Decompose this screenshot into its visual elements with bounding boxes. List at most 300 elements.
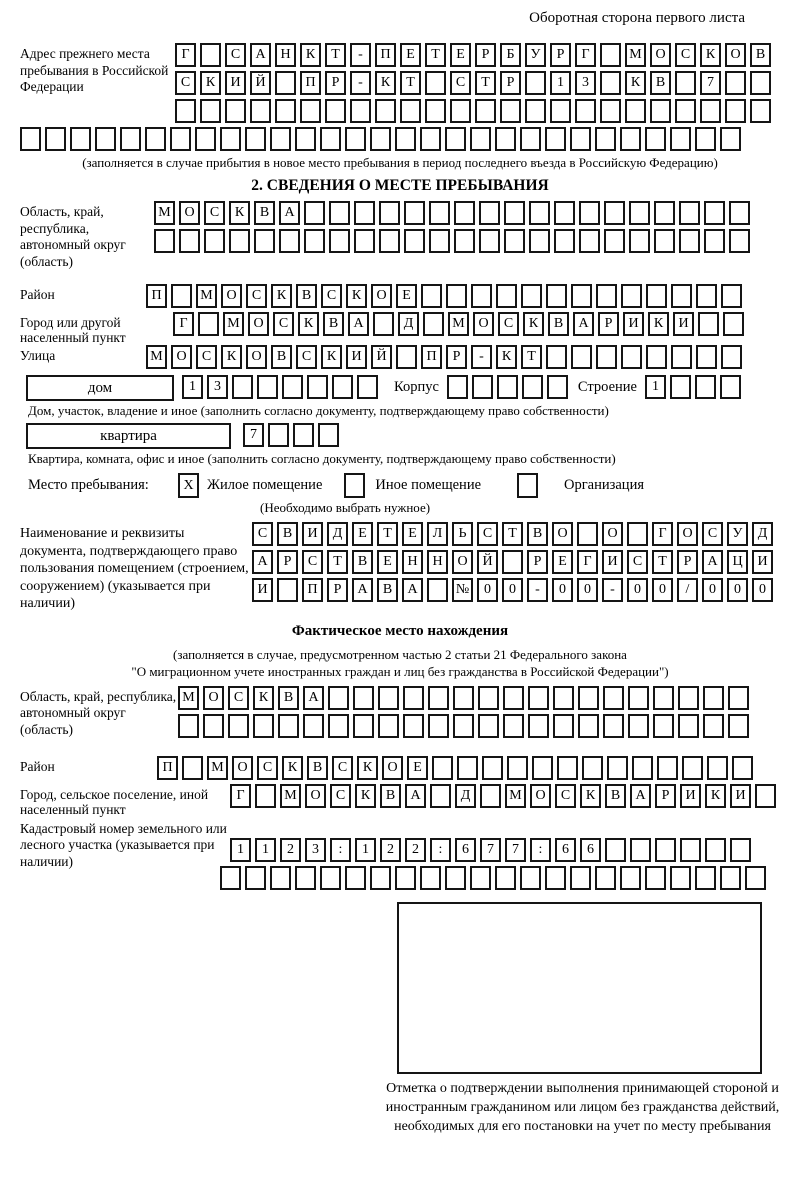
char-cell — [225, 99, 246, 123]
char-cell: А — [252, 550, 273, 574]
char-cell: Д — [455, 784, 476, 808]
char-cell: Г — [230, 784, 251, 808]
char-cell — [428, 686, 449, 710]
char-cell — [154, 229, 175, 253]
char-cell: О — [246, 345, 267, 369]
korpus-label: Корпус — [394, 379, 439, 395]
char-cell: 6 — [555, 838, 576, 862]
char-cell — [20, 127, 41, 151]
fact-raion-block — [20, 756, 780, 784]
char-cell — [254, 229, 275, 253]
char-cell — [470, 127, 491, 151]
char-cell: С — [555, 784, 576, 808]
char-cell: 7 — [480, 838, 501, 862]
char-cell: К — [346, 284, 367, 308]
char-cell: Н — [427, 550, 448, 574]
char-cell: 7 — [505, 838, 526, 862]
kvartira-cells — [243, 423, 339, 447]
char-cell: 1 — [645, 375, 666, 399]
cadastre-label: Кадастровый номер земельного или лесного участка (указывается при наличии) — [20, 820, 227, 869]
char-cell — [345, 866, 366, 890]
char-cell: В — [352, 550, 373, 574]
char-cell: П — [300, 71, 321, 95]
char-cell: Т — [652, 550, 673, 574]
char-cell: К — [271, 284, 292, 308]
char-cell — [579, 229, 600, 253]
char-cell — [220, 127, 241, 151]
char-cell — [429, 229, 450, 253]
char-cell — [628, 686, 649, 710]
char-cell — [228, 714, 249, 738]
char-cell: И — [302, 522, 323, 546]
char-cell: - — [350, 43, 371, 67]
char-cell — [404, 229, 425, 253]
char-cell: Д — [752, 522, 773, 546]
char-cell: Р — [475, 43, 496, 67]
char-cell — [318, 423, 339, 447]
char-cell: М — [223, 312, 244, 336]
char-cell: И — [346, 345, 367, 369]
oblast-label: Область, край, республика, автономный округ (область) — [20, 204, 126, 269]
char-cell: 0 — [552, 578, 573, 602]
char-cell — [357, 375, 378, 399]
char-cell — [375, 99, 396, 123]
char-cell — [495, 127, 516, 151]
char-cell: 0 — [502, 578, 523, 602]
char-cell — [604, 229, 625, 253]
cadastre-row-1 — [230, 838, 766, 862]
char-cell — [268, 423, 289, 447]
char-cell: В — [277, 522, 298, 546]
char-cell: : — [530, 838, 551, 862]
char-cell: 0 — [577, 578, 598, 602]
char-cell: Г — [173, 312, 194, 336]
char-cell: А — [348, 312, 369, 336]
char-cell — [350, 99, 371, 123]
char-cell — [678, 714, 699, 738]
option-inoe-label: Иное помещение — [375, 477, 482, 493]
prev-address-rows — [175, 43, 771, 127]
char-cell — [579, 201, 600, 225]
char-cell: А — [630, 784, 651, 808]
char-cell: О — [382, 756, 403, 780]
char-cell: Е — [400, 43, 421, 67]
char-cell: О — [530, 784, 551, 808]
stamp-box — [397, 902, 762, 1074]
char-cell — [725, 99, 746, 123]
prev-address-label: Адрес прежнего места пребывания в Российской Федерации — [20, 46, 169, 94]
char-cell — [182, 756, 203, 780]
char-cell — [653, 686, 674, 710]
char-cell: С — [498, 312, 519, 336]
page-side-note: Оборотная сторона первого листа — [529, 10, 745, 26]
char-cell — [471, 284, 492, 308]
char-cell — [695, 866, 716, 890]
char-cell — [603, 714, 624, 738]
char-cell: Е — [377, 550, 398, 574]
char-cell: В — [605, 784, 626, 808]
char-cell — [729, 201, 750, 225]
char-cell: В — [377, 578, 398, 602]
char-cell: К — [580, 784, 601, 808]
char-cell — [732, 756, 753, 780]
char-cell — [675, 71, 696, 95]
kvartira-box: квартира — [26, 423, 231, 449]
char-cell: И — [225, 71, 246, 95]
char-cell — [621, 345, 642, 369]
char-cell — [553, 714, 574, 738]
char-cell — [420, 127, 441, 151]
char-cell — [220, 866, 241, 890]
char-cell — [198, 312, 219, 336]
doc-block — [20, 522, 780, 613]
char-cell — [504, 201, 525, 225]
char-cell — [475, 99, 496, 123]
char-cell — [596, 284, 617, 308]
mesto-block — [20, 473, 780, 498]
char-cell — [282, 375, 303, 399]
char-cell — [275, 71, 296, 95]
char-cell — [728, 686, 749, 710]
char-cell: 0 — [652, 578, 673, 602]
char-cell: С — [332, 756, 353, 780]
char-cell: С — [477, 522, 498, 546]
doc-row-1 — [252, 522, 773, 546]
char-cell: 0 — [727, 578, 748, 602]
char-cell — [204, 229, 225, 253]
char-cell: 1 — [550, 71, 571, 95]
char-cell: С — [225, 43, 246, 67]
char-cell: Г — [575, 43, 596, 67]
char-cell: К — [200, 71, 221, 95]
stroenie-cells — [645, 375, 741, 399]
char-cell: Ь — [452, 522, 473, 546]
char-cell: И — [673, 312, 694, 336]
char-cell: 7 — [243, 423, 264, 447]
char-cell — [600, 43, 621, 67]
section2-title: 2. СВЕДЕНИЯ О МЕСТЕ ПРЕБЫВАНИЯ — [251, 177, 549, 194]
char-cell: С — [296, 345, 317, 369]
char-cell — [654, 201, 675, 225]
char-cell: 1 — [182, 375, 203, 399]
char-cell: О — [232, 756, 253, 780]
char-cell: О — [650, 43, 671, 67]
char-cell — [378, 686, 399, 710]
char-cell — [170, 127, 191, 151]
char-cell — [328, 714, 349, 738]
char-cell: И — [623, 312, 644, 336]
char-cell — [277, 578, 298, 602]
char-cell — [728, 714, 749, 738]
char-cell: 3 — [207, 375, 228, 399]
char-cell: И — [602, 550, 623, 574]
char-cell: О — [552, 522, 573, 546]
char-cell — [445, 127, 466, 151]
char-cell — [250, 99, 271, 123]
char-cell — [232, 375, 253, 399]
char-cell: № — [452, 578, 473, 602]
char-cell — [480, 784, 501, 808]
char-cell: Т — [325, 43, 346, 67]
char-cell: О — [725, 43, 746, 67]
char-cell — [604, 201, 625, 225]
char-cell — [570, 866, 591, 890]
char-cell: Н — [275, 43, 296, 67]
char-cell — [500, 99, 521, 123]
gorod-block — [20, 312, 780, 345]
char-cell — [600, 71, 621, 95]
char-cell — [630, 838, 651, 862]
char-cell — [721, 284, 742, 308]
char-cell: У — [727, 522, 748, 546]
char-cell — [470, 866, 491, 890]
char-cell: - — [471, 345, 492, 369]
char-cell: О — [248, 312, 269, 336]
fact-raion-label: Район — [20, 758, 55, 774]
char-cell — [679, 201, 700, 225]
char-cell — [698, 312, 719, 336]
char-cell — [670, 127, 691, 151]
char-cell: В — [271, 345, 292, 369]
fact-gorod-label: Город, сельское поселение, иной населенный пункт — [20, 786, 209, 817]
char-cell — [430, 784, 451, 808]
char-cell: О — [305, 784, 326, 808]
char-cell — [654, 229, 675, 253]
char-cell — [503, 686, 524, 710]
char-cell — [704, 229, 725, 253]
char-cell — [454, 229, 475, 253]
char-cell — [354, 201, 375, 225]
char-cell — [403, 714, 424, 738]
char-cell — [257, 375, 278, 399]
char-cell — [200, 99, 221, 123]
option-zhiloe-label: Жилое помещение — [207, 477, 323, 493]
char-cell: В — [527, 522, 548, 546]
char-cell — [675, 99, 696, 123]
char-cell — [370, 866, 391, 890]
char-cell — [496, 284, 517, 308]
char-cell — [479, 229, 500, 253]
char-cell — [300, 99, 321, 123]
char-cell — [245, 127, 266, 151]
char-cell — [378, 714, 399, 738]
char-cell — [671, 345, 692, 369]
char-cell: К — [523, 312, 544, 336]
char-cell — [557, 756, 578, 780]
mesto-note: (Необходимо выбрать нужное) — [260, 500, 431, 515]
char-cell: 0 — [702, 578, 723, 602]
char-cell: Т — [425, 43, 446, 67]
char-cell: П — [157, 756, 178, 780]
char-cell — [425, 71, 446, 95]
char-cell: К — [229, 201, 250, 225]
char-cell: М — [154, 201, 175, 225]
char-cell — [725, 71, 746, 95]
char-cell — [596, 345, 617, 369]
char-cell — [554, 229, 575, 253]
char-cell — [320, 127, 341, 151]
char-cell — [253, 714, 274, 738]
char-cell — [621, 284, 642, 308]
fact-gorod-row — [230, 784, 776, 808]
char-cell — [507, 756, 528, 780]
char-cell — [478, 686, 499, 710]
char-cell — [680, 838, 701, 862]
char-cell: О — [179, 201, 200, 225]
char-cell: 1 — [255, 838, 276, 862]
char-cell — [303, 714, 324, 738]
char-cell — [120, 127, 141, 151]
char-cell — [525, 99, 546, 123]
char-cell: У — [525, 43, 546, 67]
char-cell — [295, 866, 316, 890]
char-cell: И — [252, 578, 273, 602]
ulitsa-label: Улица — [20, 348, 56, 363]
char-cell — [532, 756, 553, 780]
char-cell — [707, 756, 728, 780]
char-cell — [546, 345, 567, 369]
char-cell — [682, 756, 703, 780]
char-cell — [270, 866, 291, 890]
char-cell — [620, 866, 641, 890]
doc-row-3 — [252, 578, 773, 602]
char-cell — [482, 756, 503, 780]
char-cell — [329, 229, 350, 253]
char-cell — [145, 127, 166, 151]
char-cell: В — [380, 784, 401, 808]
char-cell: Й — [477, 550, 498, 574]
prev-address-row-3 — [175, 99, 771, 123]
char-cell — [427, 578, 448, 602]
char-cell — [370, 127, 391, 151]
char-cell — [450, 99, 471, 123]
char-cell: М — [625, 43, 646, 67]
char-cell: 0 — [752, 578, 773, 602]
dom-number-cells — [182, 375, 378, 399]
char-cell — [720, 866, 741, 890]
char-cell — [245, 866, 266, 890]
char-cell — [578, 714, 599, 738]
char-cell: А — [405, 784, 426, 808]
char-cell — [502, 550, 523, 574]
char-cell — [678, 686, 699, 710]
char-cell — [679, 229, 700, 253]
char-cell: О — [203, 686, 224, 710]
stamp-area — [20, 902, 780, 1136]
char-cell — [45, 127, 66, 151]
char-cell — [521, 284, 542, 308]
fact-raion-row — [157, 756, 753, 780]
char-cell — [328, 686, 349, 710]
char-cell — [671, 284, 692, 308]
char-cell — [629, 201, 650, 225]
prev-address-row-1 — [175, 43, 771, 67]
fact-title: Фактическое место нахождения — [291, 622, 509, 639]
char-cell: Й — [371, 345, 392, 369]
char-cell — [353, 714, 374, 738]
char-cell — [547, 375, 568, 399]
fact-gorod-block — [20, 784, 780, 818]
char-cell: С — [228, 686, 249, 710]
char-cell — [195, 127, 216, 151]
char-cell: Л — [427, 522, 448, 546]
char-cell — [279, 229, 300, 253]
char-cell — [582, 756, 603, 780]
char-cell — [720, 127, 741, 151]
char-cell — [546, 284, 567, 308]
char-cell: Г — [577, 550, 598, 574]
char-cell — [670, 866, 691, 890]
char-cell — [179, 229, 200, 253]
char-cell: Р — [655, 784, 676, 808]
char-cell — [704, 201, 725, 225]
char-cell — [478, 714, 499, 738]
char-cell: О — [171, 345, 192, 369]
option-org-label: Организация — [564, 477, 644, 493]
char-cell — [525, 71, 546, 95]
char-cell: К — [496, 345, 517, 369]
char-cell: М — [207, 756, 228, 780]
char-cell: О — [371, 284, 392, 308]
char-cell — [453, 714, 474, 738]
char-cell: В — [296, 284, 317, 308]
char-cell: В — [548, 312, 569, 336]
char-cell — [745, 866, 766, 890]
char-cell: Р — [550, 43, 571, 67]
oblast-block — [20, 201, 780, 270]
char-cell: С — [450, 71, 471, 95]
char-cell — [570, 127, 591, 151]
char-cell: Й — [250, 71, 271, 95]
char-cell: К — [321, 345, 342, 369]
char-cell: В — [750, 43, 771, 67]
char-cell: С — [246, 284, 267, 308]
char-cell — [578, 686, 599, 710]
char-cell — [729, 229, 750, 253]
char-cell: Г — [175, 43, 196, 67]
char-cell: В — [307, 756, 328, 780]
char-cell — [345, 127, 366, 151]
ulitsa-row — [146, 345, 742, 369]
char-cell — [595, 127, 616, 151]
char-cell: О — [602, 522, 623, 546]
char-cell: К — [357, 756, 378, 780]
char-cell — [645, 866, 666, 890]
char-cell — [603, 686, 624, 710]
char-cell — [400, 99, 421, 123]
char-cell — [329, 201, 350, 225]
kvartira-block — [20, 423, 780, 451]
char-cell: : — [330, 838, 351, 862]
char-cell: Т — [377, 522, 398, 546]
char-cell: 2 — [405, 838, 426, 862]
char-cell — [354, 229, 375, 253]
char-cell — [307, 375, 328, 399]
checkbox-zhiloe: X — [178, 473, 199, 498]
char-cell: М — [280, 784, 301, 808]
char-cell — [457, 756, 478, 780]
char-cell: Г — [652, 522, 673, 546]
char-cell — [295, 127, 316, 151]
char-cell: А — [402, 578, 423, 602]
char-cell: Р — [598, 312, 619, 336]
char-cell — [632, 756, 653, 780]
char-cell — [750, 71, 771, 95]
char-cell — [95, 127, 116, 151]
char-cell: Д — [398, 312, 419, 336]
char-cell — [755, 784, 776, 808]
char-cell — [472, 375, 493, 399]
